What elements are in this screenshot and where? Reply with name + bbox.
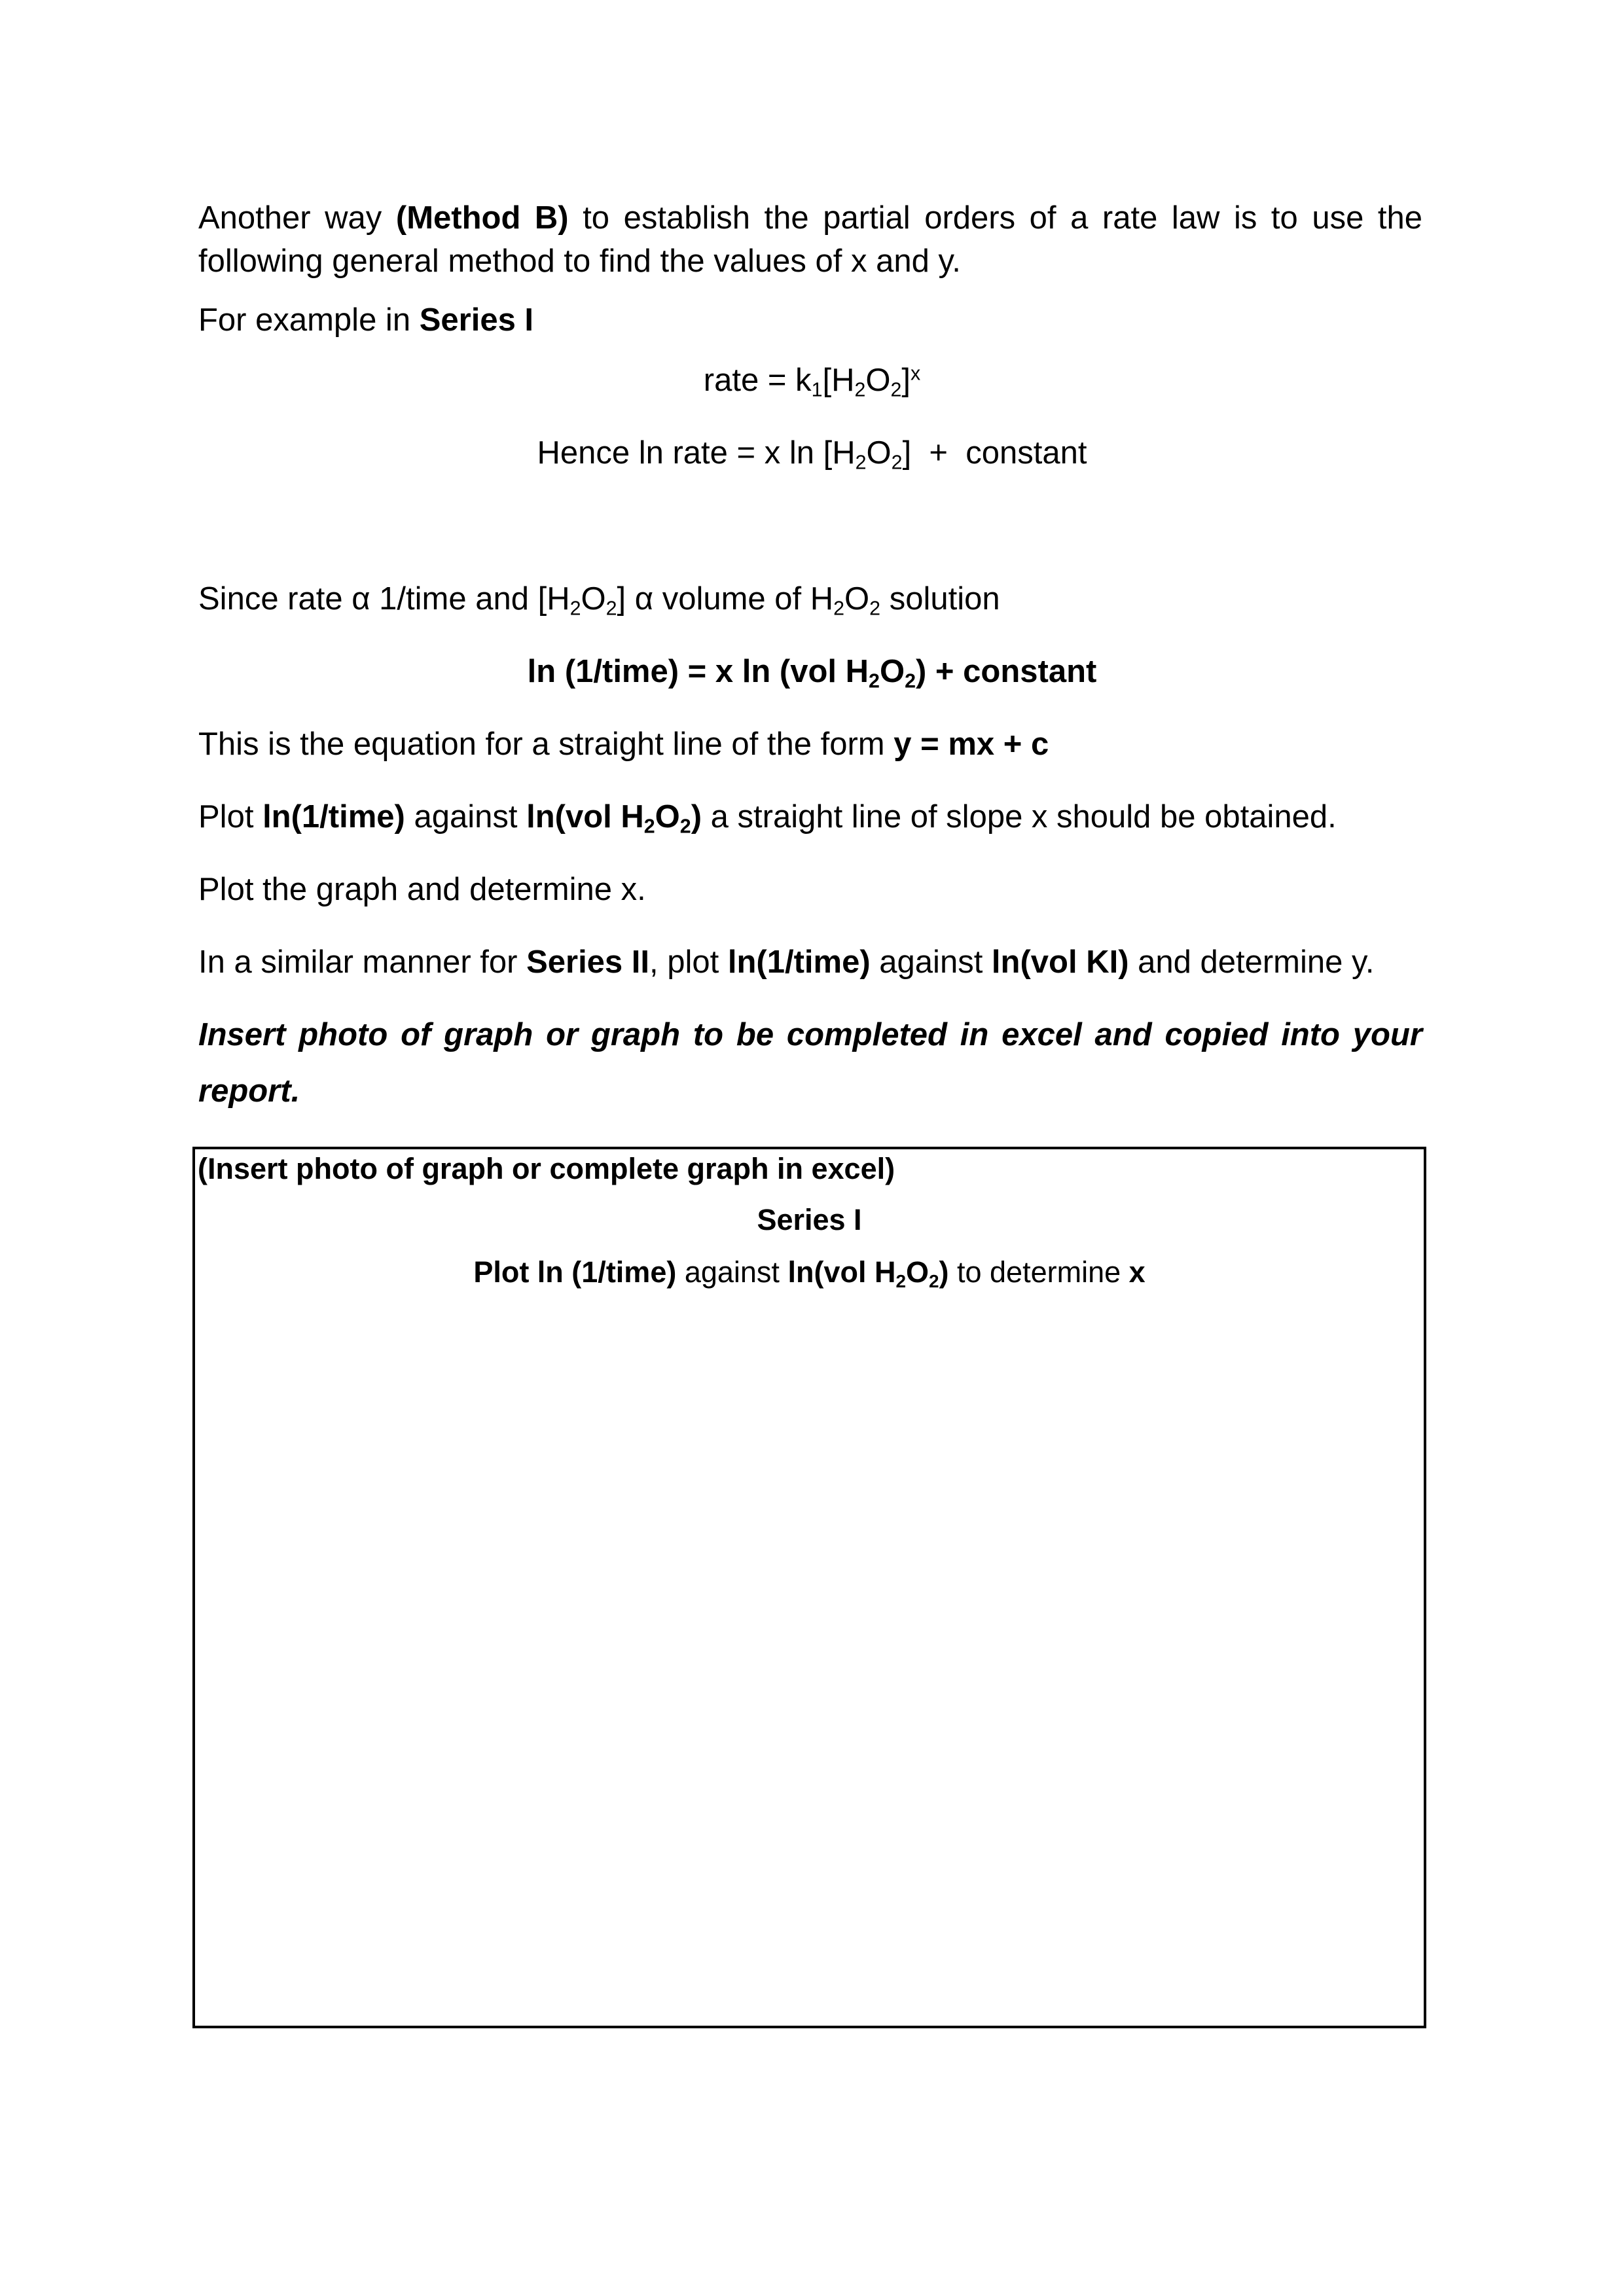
hence-eq-sub2: 2 <box>891 451 903 474</box>
similar-bold2: ln(1/time) <box>727 944 871 980</box>
plot-instr-bold1: ln(1/time) <box>262 799 405 834</box>
example-text: For example in <box>198 302 420 338</box>
rate-equation <box>0 359 1624 402</box>
graph-box-series-text: Series I <box>757 1203 862 1236</box>
graph-box-plot-d: O <box>905 1255 929 1289</box>
graph-box-plot-bold <box>787 1255 948 1289</box>
ln-eq-sub2: 2 <box>905 670 916 692</box>
similar-manner-text <box>198 941 1374 984</box>
ln-eq-b: O <box>879 654 905 689</box>
method-b-label: (Method B) <box>395 200 569 236</box>
straight-line-formula: y = mx + c <box>893 726 1049 762</box>
hence-eq-a: Hence ln rate = x ln [H <box>537 435 856 471</box>
similar-c: against <box>870 944 992 980</box>
straight-line-a: This is the equation for a straight line of the form <box>198 726 894 762</box>
graph-box-plot-g: x <box>1128 1255 1146 1289</box>
similar-a: In a similar manner for <box>198 944 527 980</box>
hence-equation <box>0 431 1624 475</box>
since-d: O <box>844 581 870 617</box>
since-b: O <box>581 581 606 617</box>
example-line <box>198 298 533 342</box>
graph-box-plot-e: ) <box>939 1255 949 1289</box>
graph-box-header <box>198 1149 895 1189</box>
method-intro-line-1 <box>198 196 1422 240</box>
plot-instruction <box>198 795 1337 838</box>
since-line <box>198 577 1000 620</box>
rate-eq-b: [H <box>822 363 855 398</box>
graph-box-plot-c: ln(vol H <box>787 1255 896 1289</box>
plot-instr-a: Plot <box>198 799 263 834</box>
rate-eq-d: ] <box>901 363 911 398</box>
graph-box-plot-b: against <box>676 1255 788 1289</box>
rate-eq-c: O <box>865 363 891 398</box>
method-intro-text-b: to establish the partial orders of a rate law is to use the <box>568 200 1422 236</box>
rate-eq-sub1: 1 <box>811 378 823 401</box>
insert-instruction-line-2 <box>198 1069 300 1113</box>
rate-eq-sub3: 2 <box>890 378 902 401</box>
since-c: ] α volume of H <box>617 581 834 617</box>
plot-instr-b: against <box>405 799 527 834</box>
since-sub4: 2 <box>869 597 881 620</box>
hence-eq-sub1: 2 <box>855 451 867 474</box>
straight-line-text <box>198 723 1049 766</box>
graph-box-plot-line <box>195 1253 1424 1292</box>
rate-eq-sup: x <box>911 362 921 385</box>
hence-eq-c: ] + constant <box>902 435 1087 471</box>
hence-eq-b: O <box>866 435 892 471</box>
plot-instr-sub2: 2 <box>679 815 691 838</box>
rate-eq-a: rate = k <box>703 363 812 398</box>
since-a: Since rate α 1/time and [H <box>198 581 570 617</box>
graph-insert-box[interactable] <box>192 1147 1426 2028</box>
plot-instr-c: a straight line of slope x should be obtained. <box>702 799 1337 834</box>
plot-graph: Plot the graph and determine x. <box>198 872 646 907</box>
graph-box-plot-f: to determine <box>948 1255 1129 1289</box>
plot-instr-bold2b: O <box>655 799 680 834</box>
graph-box-plot-a: Plot ln (1/time) <box>473 1255 677 1289</box>
graph-box-plot-sub1: 2 <box>895 1270 906 1291</box>
similar-series-ii: Series II <box>526 944 650 980</box>
ln-equation <box>0 650 1624 693</box>
example-series-label: Series I <box>419 302 534 338</box>
method-intro-text-a: Another way <box>198 200 396 236</box>
plot-instr-bold2c: ) <box>691 799 702 834</box>
insert-instr-1: Insert photo of graph or graph to be completed in excel and copied into your <box>198 1017 1422 1052</box>
similar-d: and determine y. <box>1128 944 1375 980</box>
ln-eq-sub1: 2 <box>869 670 880 692</box>
graph-box-plot-sub2: 2 <box>928 1270 939 1291</box>
rate-eq-sub2: 2 <box>854 378 866 401</box>
plot-instr-sub1: 2 <box>643 815 655 838</box>
ln-eq-c: ) + constant <box>915 654 1097 689</box>
plot-graph-text <box>198 868 646 911</box>
since-sub1: 2 <box>569 597 581 620</box>
similar-b: , plot <box>649 944 728 980</box>
ln-eq-a: ln (1/time) = x ln (vol H <box>527 654 869 689</box>
since-sub3: 2 <box>833 597 845 620</box>
method-intro-text-c: following general method to find the values of x and y. <box>198 243 961 279</box>
graph-box-header-text: (Insert photo of graph or complete graph in excel) <box>198 1152 895 1185</box>
since-e: solution <box>880 581 1000 617</box>
method-intro-line-2 <box>198 240 961 283</box>
insert-instr-2: report. <box>198 1073 300 1109</box>
similar-bold3: ln(vol KI) <box>991 944 1129 980</box>
plot-instr-bold2a: ln(vol H <box>526 799 644 834</box>
since-sub2: 2 <box>605 597 617 620</box>
plot-instr-bold2 <box>526 799 702 838</box>
graph-box-series-title <box>195 1200 1424 1240</box>
insert-instruction-line-1 <box>198 1013 1422 1056</box>
